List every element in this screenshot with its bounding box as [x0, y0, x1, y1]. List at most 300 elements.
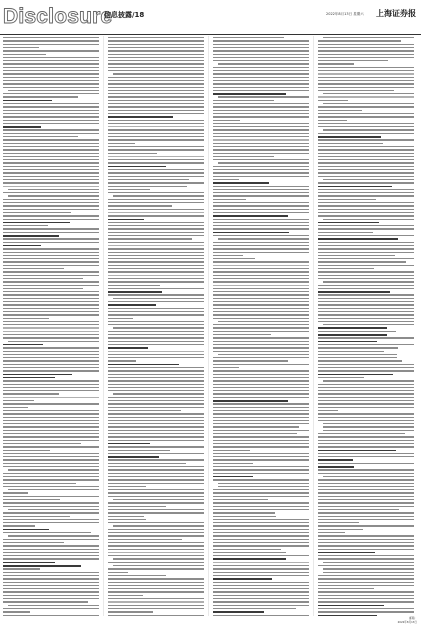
text-line — [213, 605, 309, 606]
text-line — [8, 605, 99, 606]
text-line — [323, 93, 414, 94]
text-line — [213, 549, 281, 550]
text-line — [3, 149, 99, 150]
text-line — [218, 238, 309, 239]
text-line — [108, 176, 204, 177]
text-line — [213, 393, 309, 394]
text-line — [3, 436, 99, 437]
text-line — [318, 186, 392, 188]
text-line — [8, 509, 99, 510]
text-line — [213, 555, 309, 556]
text-line — [3, 450, 50, 451]
text-line — [3, 351, 99, 352]
text-line — [323, 423, 414, 424]
text-line — [8, 469, 99, 470]
text-line — [213, 80, 309, 81]
text-line — [318, 209, 414, 210]
text-line — [3, 242, 99, 243]
text-line — [3, 139, 99, 140]
text-line — [218, 321, 309, 322]
text-line — [3, 281, 99, 282]
footer-line: 邮箱： — [409, 617, 417, 621]
text-line — [108, 426, 204, 427]
text-line — [213, 57, 309, 58]
text-line — [318, 443, 414, 444]
text-line — [318, 288, 414, 289]
text-line — [3, 103, 99, 104]
text-line — [108, 37, 204, 38]
text-line — [213, 90, 309, 91]
text-line — [108, 459, 204, 460]
text-line — [3, 136, 78, 137]
text-line — [213, 542, 309, 543]
text-line — [318, 245, 414, 246]
text-line — [3, 258, 99, 259]
text-line — [3, 225, 48, 226]
text-line — [213, 397, 309, 398]
text-line — [108, 90, 204, 91]
text-line — [3, 426, 99, 427]
text-line — [108, 407, 204, 408]
text-line — [108, 275, 204, 276]
text-line — [108, 149, 204, 150]
text-line — [213, 535, 309, 536]
text-line — [323, 129, 414, 130]
text-line — [8, 195, 99, 196]
text-line — [108, 400, 204, 401]
text-line — [108, 532, 204, 533]
text-line — [213, 291, 309, 292]
text-line — [213, 248, 309, 249]
text-line — [8, 535, 99, 536]
text-line — [3, 321, 99, 322]
text-line — [108, 192, 204, 193]
text-line — [3, 522, 99, 523]
text-line — [213, 261, 309, 262]
text-line — [3, 400, 34, 401]
text-line — [3, 291, 99, 292]
text-line — [213, 426, 299, 427]
text-line — [213, 403, 309, 404]
text-line — [318, 611, 414, 612]
text-line — [3, 113, 99, 114]
text-line — [3, 367, 99, 368]
text-line — [108, 397, 204, 398]
text-line — [213, 67, 309, 68]
text-line — [108, 512, 204, 513]
text-line — [3, 162, 99, 163]
text-line — [318, 591, 414, 592]
text-line — [108, 450, 170, 451]
text-line — [3, 202, 99, 203]
text-line — [213, 209, 309, 210]
text-line — [3, 252, 99, 253]
text-line — [108, 159, 204, 160]
text-line — [108, 288, 204, 289]
text-line — [213, 133, 309, 134]
text-line — [213, 440, 309, 441]
text-line — [213, 572, 309, 573]
text-line — [108, 162, 204, 163]
text-line — [108, 202, 204, 203]
text-line — [213, 591, 309, 592]
text-line — [213, 242, 309, 243]
text-line — [3, 327, 99, 328]
text-line — [3, 588, 99, 589]
text-line — [3, 578, 99, 579]
text-line — [3, 67, 99, 68]
text-line — [318, 357, 397, 358]
text-line — [213, 374, 309, 375]
text-line — [213, 611, 264, 613]
text-line — [318, 499, 414, 500]
text-line — [213, 598, 309, 599]
text-line — [213, 552, 286, 553]
text-line — [108, 605, 204, 606]
text-line — [213, 225, 309, 226]
text-line — [318, 80, 414, 81]
text-line — [108, 166, 166, 168]
text-line — [108, 77, 204, 78]
text-line — [318, 400, 414, 401]
text-line — [318, 87, 414, 88]
text-line — [3, 390, 99, 391]
text-line — [318, 133, 414, 134]
text-line — [318, 367, 414, 368]
text-line — [108, 129, 204, 130]
text-line — [318, 331, 396, 332]
text-line — [3, 532, 91, 533]
text-line — [108, 50, 204, 51]
text-line — [318, 291, 390, 293]
text-line — [318, 172, 414, 173]
text-line — [108, 311, 204, 312]
text-line — [318, 195, 414, 196]
text-line — [218, 96, 309, 97]
text-line — [108, 436, 204, 437]
text-line — [3, 93, 99, 94]
text-line — [318, 73, 414, 74]
page-header — [0, 0, 421, 35]
text-line — [108, 456, 159, 458]
text-line — [108, 172, 204, 173]
text-line — [318, 205, 414, 206]
text-line — [108, 483, 204, 484]
text-line — [108, 83, 204, 84]
text-line — [3, 575, 99, 576]
text-line — [108, 595, 143, 596]
text-line — [3, 549, 99, 550]
text-line — [213, 314, 309, 315]
text-line — [3, 410, 99, 411]
text-line — [213, 575, 309, 576]
text-line — [108, 440, 204, 441]
text-line — [108, 443, 150, 445]
text-line — [213, 565, 309, 566]
masthead-title: Disclosure — [3, 5, 113, 28]
text-line — [108, 93, 204, 94]
text-line — [108, 410, 181, 411]
text-line — [213, 153, 309, 154]
text-line — [318, 77, 414, 78]
text-line — [108, 337, 204, 338]
text-line — [3, 199, 99, 200]
text-line — [318, 202, 414, 203]
text-line — [318, 440, 414, 441]
text-line — [318, 463, 414, 464]
text-line — [213, 265, 309, 266]
text-line — [108, 212, 204, 213]
text-line — [108, 374, 204, 375]
column-divider — [208, 36, 209, 616]
text-line — [108, 318, 133, 319]
text-line — [108, 228, 204, 229]
text-line — [108, 509, 204, 510]
text-line — [318, 601, 414, 602]
text-line — [108, 539, 182, 540]
text-line — [108, 265, 204, 266]
text-line — [213, 357, 309, 358]
text-line — [3, 215, 99, 216]
text-line — [318, 446, 414, 447]
text-line — [318, 110, 362, 111]
text-line — [3, 50, 99, 51]
text-line — [3, 294, 99, 295]
text-line — [108, 169, 204, 170]
text-line — [3, 542, 64, 543]
text-line — [318, 67, 414, 68]
text-line — [213, 337, 309, 338]
text-line — [3, 96, 78, 97]
text-line — [318, 40, 401, 41]
text-line — [3, 311, 99, 312]
text-line — [3, 370, 99, 371]
text-line — [3, 314, 99, 315]
text-line — [108, 156, 204, 157]
text-line — [323, 179, 414, 180]
text-line — [3, 456, 99, 457]
text-line — [3, 248, 99, 249]
text-line — [3, 473, 99, 474]
text-line — [108, 519, 146, 520]
text-line — [3, 380, 99, 381]
text-line — [108, 545, 204, 546]
text-line — [3, 271, 99, 272]
text-line — [213, 516, 276, 517]
text-line — [108, 413, 204, 414]
text-line — [318, 159, 414, 160]
text-line — [318, 60, 388, 61]
text-line — [113, 499, 204, 500]
text-line — [108, 417, 204, 418]
text-line — [213, 459, 309, 460]
text-line — [213, 100, 274, 101]
text-line — [318, 271, 414, 272]
text-line — [108, 281, 204, 282]
text-line — [213, 585, 309, 586]
text-line — [108, 608, 204, 609]
text-line — [213, 192, 309, 193]
text-line — [3, 176, 99, 177]
text-line — [213, 93, 286, 95]
text-line — [318, 598, 414, 599]
text-line — [213, 156, 274, 157]
text-line — [213, 377, 309, 378]
text-line — [318, 149, 414, 150]
text-line — [213, 169, 309, 170]
text-line — [108, 110, 204, 111]
text-line — [3, 357, 99, 358]
text-line — [3, 37, 99, 38]
text-line — [213, 400, 288, 402]
text-line — [3, 235, 59, 237]
text-line — [3, 308, 99, 309]
text-line — [108, 225, 204, 226]
text-line — [213, 146, 309, 147]
text-line — [3, 106, 99, 107]
text-line — [213, 205, 309, 206]
text-line — [213, 413, 309, 414]
text-line — [318, 456, 414, 457]
text-line — [3, 255, 99, 256]
text-line — [3, 143, 99, 144]
text-line — [213, 129, 309, 130]
text-line — [213, 469, 309, 470]
text-line — [213, 360, 288, 361]
text-line — [108, 611, 153, 612]
text-line — [3, 77, 99, 78]
text-line — [318, 397, 414, 398]
text-line — [213, 380, 309, 381]
text-line — [213, 186, 309, 187]
text-line — [318, 512, 414, 513]
text-line — [108, 96, 204, 97]
text-line — [213, 476, 253, 478]
text-line — [108, 549, 204, 550]
text-line — [3, 159, 99, 160]
text-line — [213, 588, 309, 589]
text-line — [318, 420, 414, 421]
text-line — [108, 486, 146, 487]
text-line — [318, 522, 359, 523]
text-line — [318, 450, 396, 452]
text-line — [318, 252, 414, 253]
text-line — [213, 615, 309, 616]
text-line — [318, 225, 414, 226]
text-line — [3, 453, 99, 454]
text-line — [3, 393, 59, 394]
text-line — [3, 40, 99, 41]
text-line — [113, 565, 204, 566]
text-line — [213, 116, 309, 117]
text-line — [213, 453, 309, 454]
text-line — [318, 582, 414, 583]
text-line — [218, 162, 309, 163]
text-line — [108, 199, 204, 200]
text-line — [3, 354, 99, 355]
text-line — [213, 446, 309, 447]
text-line — [318, 549, 414, 550]
text-line — [213, 285, 309, 286]
text-line — [213, 245, 309, 246]
text-line — [318, 459, 353, 461]
text-line — [108, 40, 204, 41]
text-line — [3, 116, 99, 117]
text-line — [213, 466, 309, 467]
text-line — [108, 344, 204, 345]
text-line — [213, 522, 309, 523]
text-line — [213, 308, 309, 309]
text-line — [108, 390, 204, 391]
text-line — [3, 555, 99, 556]
text-line — [323, 430, 414, 431]
text-line — [113, 393, 204, 394]
text-line — [3, 73, 99, 74]
text-line — [213, 149, 309, 150]
text-line — [213, 443, 309, 444]
text-line — [108, 502, 204, 503]
text-line — [213, 417, 309, 418]
text-line — [213, 110, 309, 111]
text-line — [108, 153, 157, 154]
text-line — [213, 159, 309, 160]
text-line — [108, 321, 204, 322]
text-line — [318, 70, 414, 71]
text-line — [8, 90, 99, 91]
text-line — [213, 499, 268, 500]
text-line — [108, 453, 204, 454]
text-line — [213, 235, 309, 236]
text-line — [213, 44, 309, 45]
text-line — [213, 492, 309, 493]
text-line — [213, 433, 297, 434]
text-line — [113, 73, 204, 74]
text-line — [213, 222, 309, 223]
text-line — [318, 360, 402, 361]
text-line — [3, 261, 99, 262]
text-line — [8, 489, 99, 490]
text-line — [3, 403, 99, 404]
text-line — [3, 172, 99, 173]
text-line — [108, 271, 204, 272]
text-line — [108, 354, 204, 355]
text-line — [318, 535, 414, 536]
text-line — [318, 433, 405, 434]
text-line — [3, 552, 99, 553]
text-line — [113, 525, 204, 526]
text-line — [108, 232, 204, 233]
text-line — [3, 483, 76, 484]
text-line — [318, 146, 414, 147]
text-line — [213, 318, 309, 319]
text-line — [108, 205, 172, 206]
text-column-1 — [3, 36, 101, 618]
text-line — [3, 275, 99, 276]
text-line — [318, 255, 395, 256]
text-line — [3, 496, 99, 497]
text-line — [213, 202, 309, 203]
text-line — [3, 63, 99, 64]
text-line — [318, 374, 393, 376]
text-line — [108, 238, 192, 239]
text-line — [108, 252, 204, 253]
text-line — [213, 539, 309, 540]
text-line — [108, 242, 204, 243]
text-line — [108, 588, 204, 589]
text-line — [108, 278, 204, 279]
text-line — [3, 288, 83, 289]
text-line — [318, 453, 414, 454]
